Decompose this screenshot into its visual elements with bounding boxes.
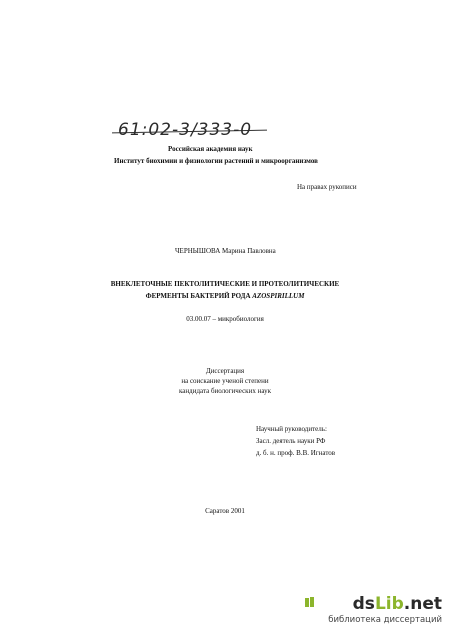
- dissertation-line-2: на соискание ученой степени: [181, 377, 269, 385]
- manuscript-note: На правах рукописи: [297, 183, 357, 191]
- specialty: 03.00.07 – микробиология: [186, 315, 264, 323]
- institute-name: Институт биохимии и физиологии растений и микроорганизмов: [114, 157, 318, 165]
- title-line-1: ВНЕКЛЕТОЧНЫЕ ПЕКТОЛИТИЧЕСКИЕ И ПРОТЕОЛИТИЧЕСКИЕ: [110, 280, 340, 288]
- academy-name: Российская академия наук: [168, 145, 253, 153]
- supervisor-label: Научный руководитель:: [256, 425, 327, 433]
- dslib-watermark[interactable]: [292, 594, 442, 625]
- title-genus: AZOSPIRILLUM: [252, 292, 305, 300]
- city-year: Саратов 2001: [205, 507, 245, 515]
- dissertation-line-3: кандидата биологических наук: [179, 387, 271, 395]
- supervisor-line-2: д. б. н. проф. В.В. Игнатов: [256, 449, 336, 457]
- handwritten-code: 61:02-3/333-0: [118, 120, 253, 140]
- dslib-subtitle: библиотека диссертаций: [328, 615, 442, 625]
- dissertation-line-1: Диссертация: [205, 367, 245, 375]
- author-name: ЧЕРНЫШОВА Марина Павловна: [175, 247, 276, 255]
- title-line-2-prefix: ФЕРМЕНТЫ БАКТЕРИЙ РОДА: [145, 292, 251, 300]
- supervisor-line-1: Засл. деятель науки РФ: [256, 437, 326, 445]
- title-line-2: [0, 292, 450, 301]
- dslib-logo[interactable]: dsLib.net: [352, 594, 442, 614]
